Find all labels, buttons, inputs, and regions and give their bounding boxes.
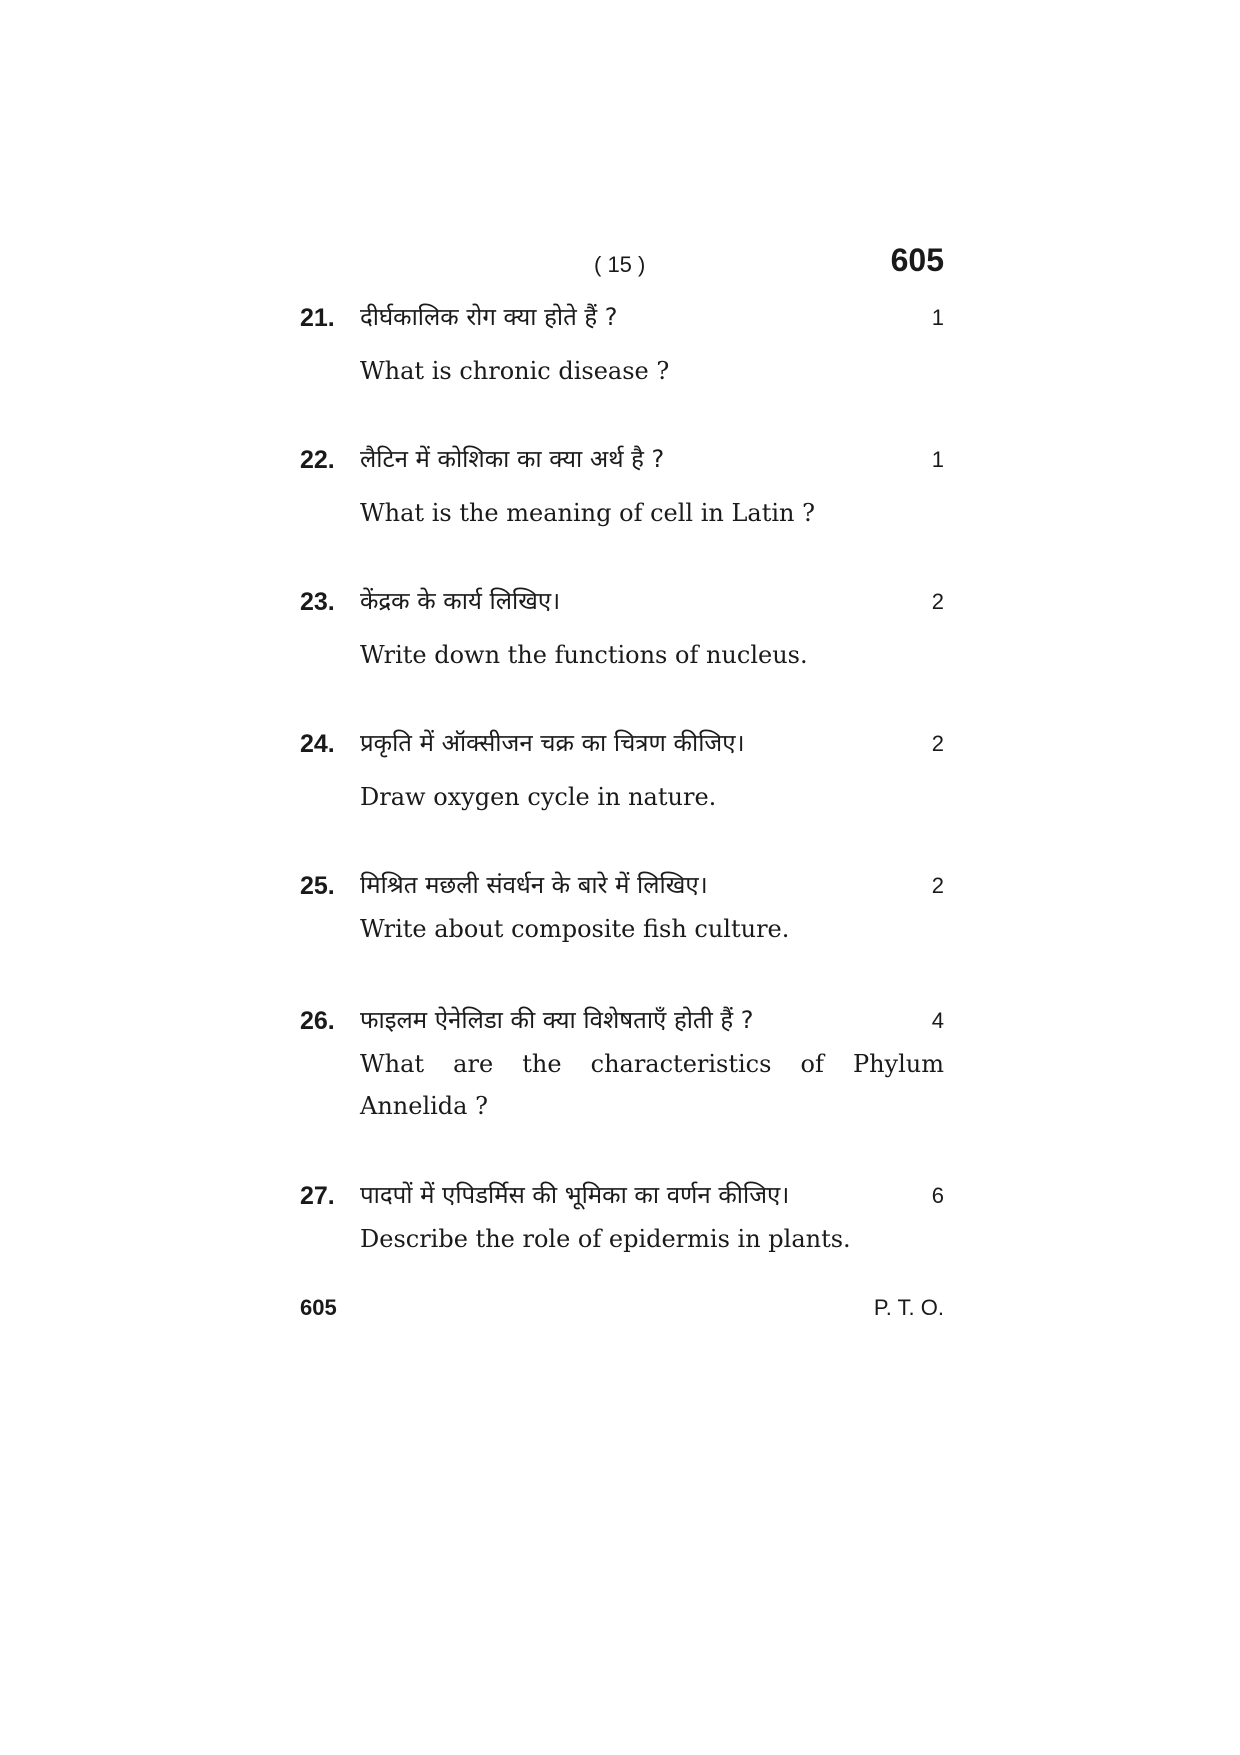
question-marks: 1 [931, 447, 944, 472]
question-21 [300, 300, 944, 392]
question-hindi: लैटिन में कोशिका का क्या अर्थ है ? [360, 445, 665, 473]
question-26 [300, 1003, 944, 1127]
question-number: 23. [300, 588, 335, 616]
footer-paper-code: 605 [300, 1295, 337, 1320]
question-marks: 2 [931, 589, 944, 614]
question-hindi: प्रकृति में ऑक्सीजन चक्र का चित्रण कीजिए। [360, 729, 745, 757]
question-number: 27. [300, 1182, 335, 1210]
question-marks: 1 [931, 305, 944, 330]
question-marks: 2 [931, 873, 944, 898]
question-number: 24. [300, 730, 335, 758]
question-marks: 4 [931, 1008, 944, 1033]
question-marks: 6 [931, 1183, 944, 1208]
question-english: Draw oxygen cycle in nature. [360, 783, 717, 811]
question-english: Write down the functions of nucleus. [360, 641, 808, 669]
question-24 [300, 726, 944, 818]
question-number: 26. [300, 1007, 335, 1035]
question-number: 25. [300, 872, 335, 900]
paper-code-header: 605 [890, 242, 944, 278]
question-english: What is the meaning of cell in Latin ? [360, 499, 815, 527]
question-27 [300, 1178, 944, 1260]
question-english: What is chronic disease ? [360, 357, 670, 385]
question-marks: 2 [931, 731, 944, 756]
question-hindi: केंद्रक के कार्य लिखिए। [360, 587, 561, 615]
question-number: 21. [300, 304, 335, 332]
question-25 [300, 868, 944, 950]
question-23 [300, 584, 944, 676]
question-english: Write about composite fish culture. [360, 915, 790, 943]
question-hindi: पादपों में एपिडर्मिस की भूमिका का वर्णन कीजिए। [360, 1181, 790, 1209]
question-number: 22. [300, 446, 335, 474]
question-english: Describe the role of epidermis in plants. [360, 1225, 851, 1253]
question-english: What are the characteristics of Phylum Annelida ? [360, 1050, 944, 1120]
question-hindi: दीर्घकालिक रोग क्या होते हैं ? [360, 303, 618, 331]
footer-pto: P. T. O. [873, 1295, 944, 1320]
question-hindi: फाइलम ऐनेलिडा की क्या विशेषताएँ होती हैं ? [360, 1006, 754, 1034]
question-22 [300, 442, 944, 534]
page-number: ( 15 ) [594, 252, 646, 277]
question-hindi: मिश्रित मछली संवर्धन के बारे में लिखिए। [360, 871, 708, 899]
